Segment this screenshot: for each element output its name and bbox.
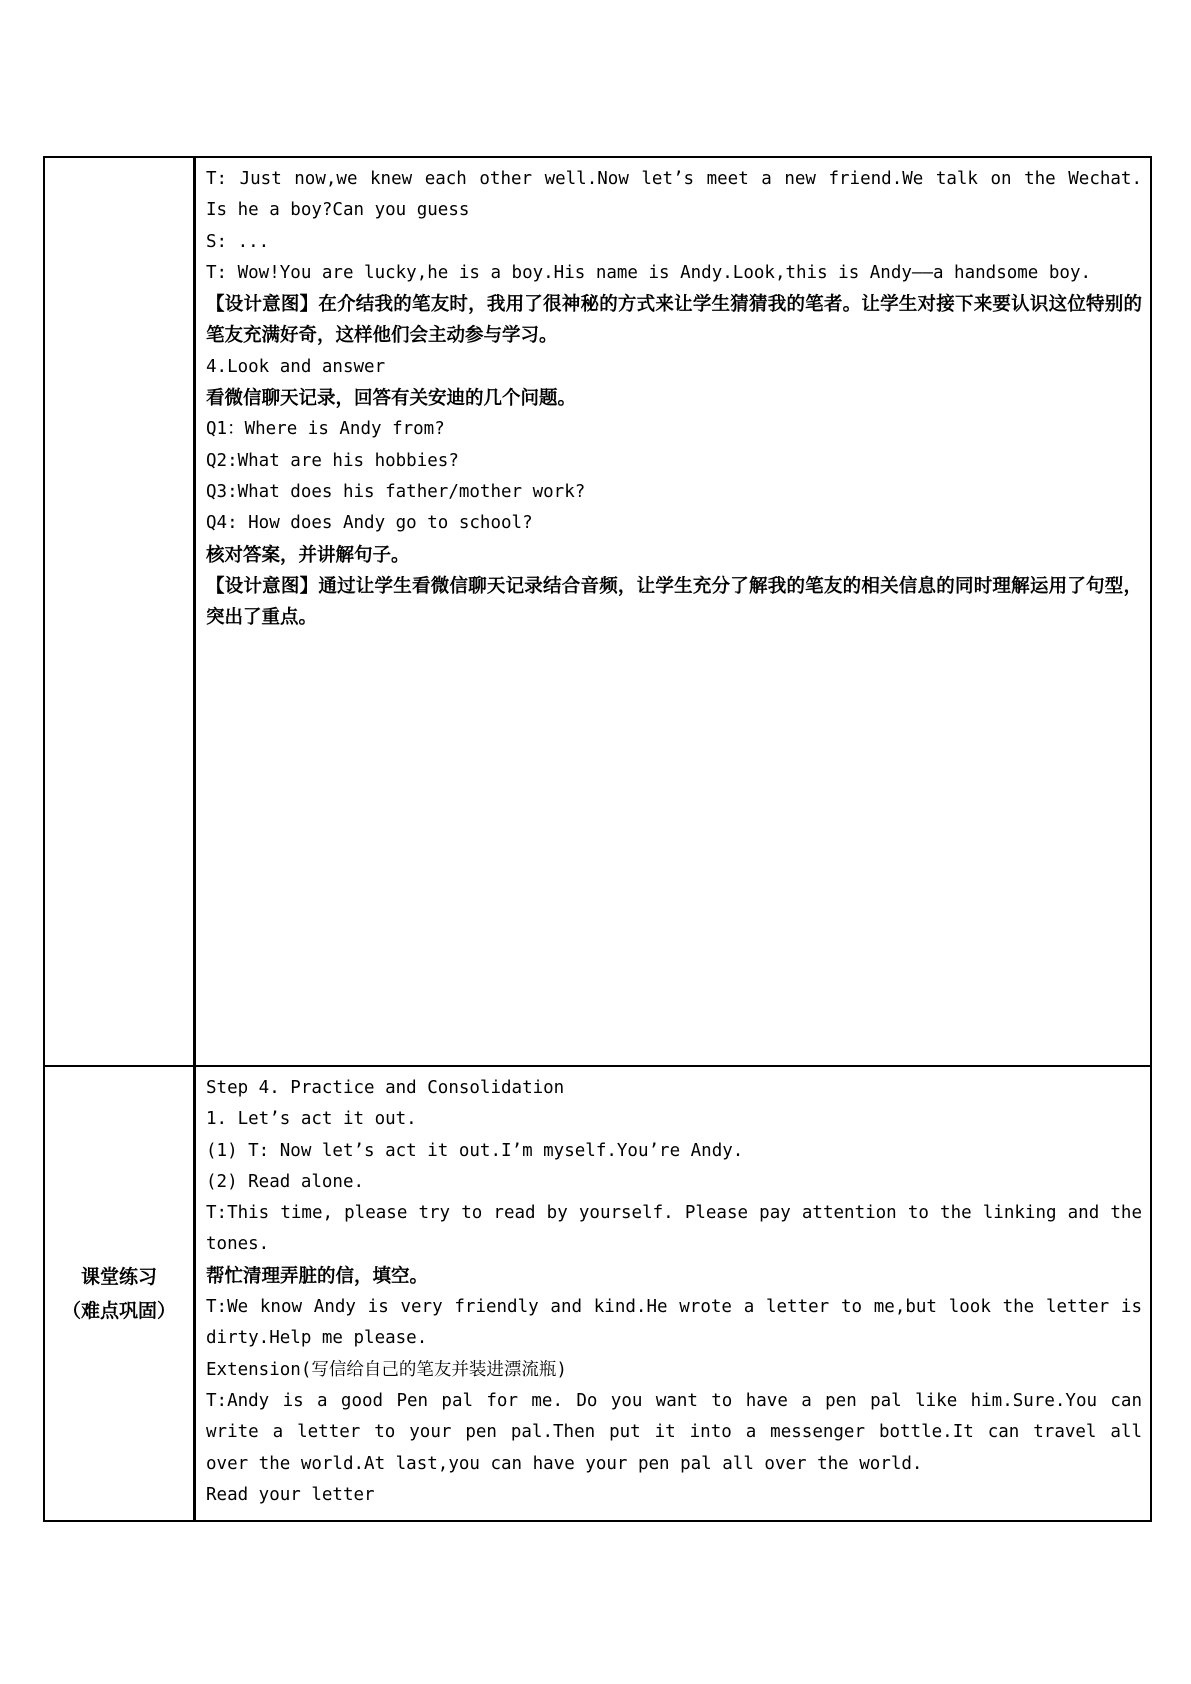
step-heading: 4.Look and answer (206, 356, 386, 377)
activity-line: 1. Let’s act it out. (206, 1109, 417, 1130)
row-label-cell-empty (44, 157, 195, 1066)
content-cell (195, 1066, 1152, 1521)
dialogue-line: T:This time, please try to read by yourself. Please pay attention to the linking and the tones. (206, 1203, 1142, 1255)
question-line: Q1：Where is Andy from? (206, 419, 445, 440)
content-cell (195, 157, 1152, 1066)
extension-heading: Extension(写信给自己的笔友并装进漂流瓶) (206, 1359, 567, 1380)
question-line: Q2:What are his hobbies? (206, 450, 459, 471)
lesson-plan-table (43, 156, 1152, 1522)
dialogue-line: T: Wow!You are lucky,he is a boy.His name is Andy.Look,this is Andy——a handsome boy. (206, 262, 1092, 283)
activity-line: (1) T: Now let’s act it out.I’m myself.You’re Andy. (206, 1140, 744, 1161)
step-heading: Step 4. Practice and Consolidation (206, 1078, 565, 1098)
dialogue-line: T:We know Andy is very friendly and kind.He wrote a letter to me,but look the letter is dirty.Help me please. (206, 1297, 1142, 1349)
dialogue-line: T: Just now,we knew each other well.Now let’s meet a new friend.We talk on the Wechat. Is he a boy?Can you guess (206, 169, 1142, 221)
row-label-subtitle: （难点巩固） (61, 1299, 176, 1322)
dialogue-line: T:Andy is a good Pen pal for me. Do you want to have a pen pal like him.Sure.You can write a letter to your pen pal.Then put it into a messenger bottle.It can travel all over the world.At last,you can have your pen pal all over the world. (206, 1390, 1142, 1474)
table-row (44, 157, 1151, 1066)
activity-line: (2) Read alone. (206, 1171, 365, 1192)
instruction-line: 帮忙清理弄脏的信，填空。 (206, 1265, 429, 1287)
instruction-line: 看微信聊天记录，回答有关安迪的几个问题。 (206, 388, 577, 410)
instruction-line: 核对答案，并讲解句子。 (206, 544, 410, 566)
question-line: Q3:What does his father/mother work? (206, 481, 586, 502)
row-label-title: 课堂练习 (80, 1265, 157, 1288)
table-row (44, 1066, 1151, 1521)
design-intent-note: 【设计意图】通过让学生看微信聊天记录结合音频，让学生充分了解我的笔友的相关信息的同时理解运用了句型，突出了重点。 (206, 575, 1142, 629)
activity-line: Read your letter (206, 1484, 375, 1505)
dialogue-line: S: ... (206, 231, 270, 252)
question-line: Q4: How does Andy go to school? (206, 513, 533, 534)
design-intent-note: 【设计意图】在介结我的笔友时，我用了很神秘的方式来让学生猜猜我的笔者。让学生对接下来要认识这位特别的笔友充满好奇，这样他们会主动参与学习。 (206, 294, 1142, 347)
row-label-cell (44, 1066, 195, 1521)
